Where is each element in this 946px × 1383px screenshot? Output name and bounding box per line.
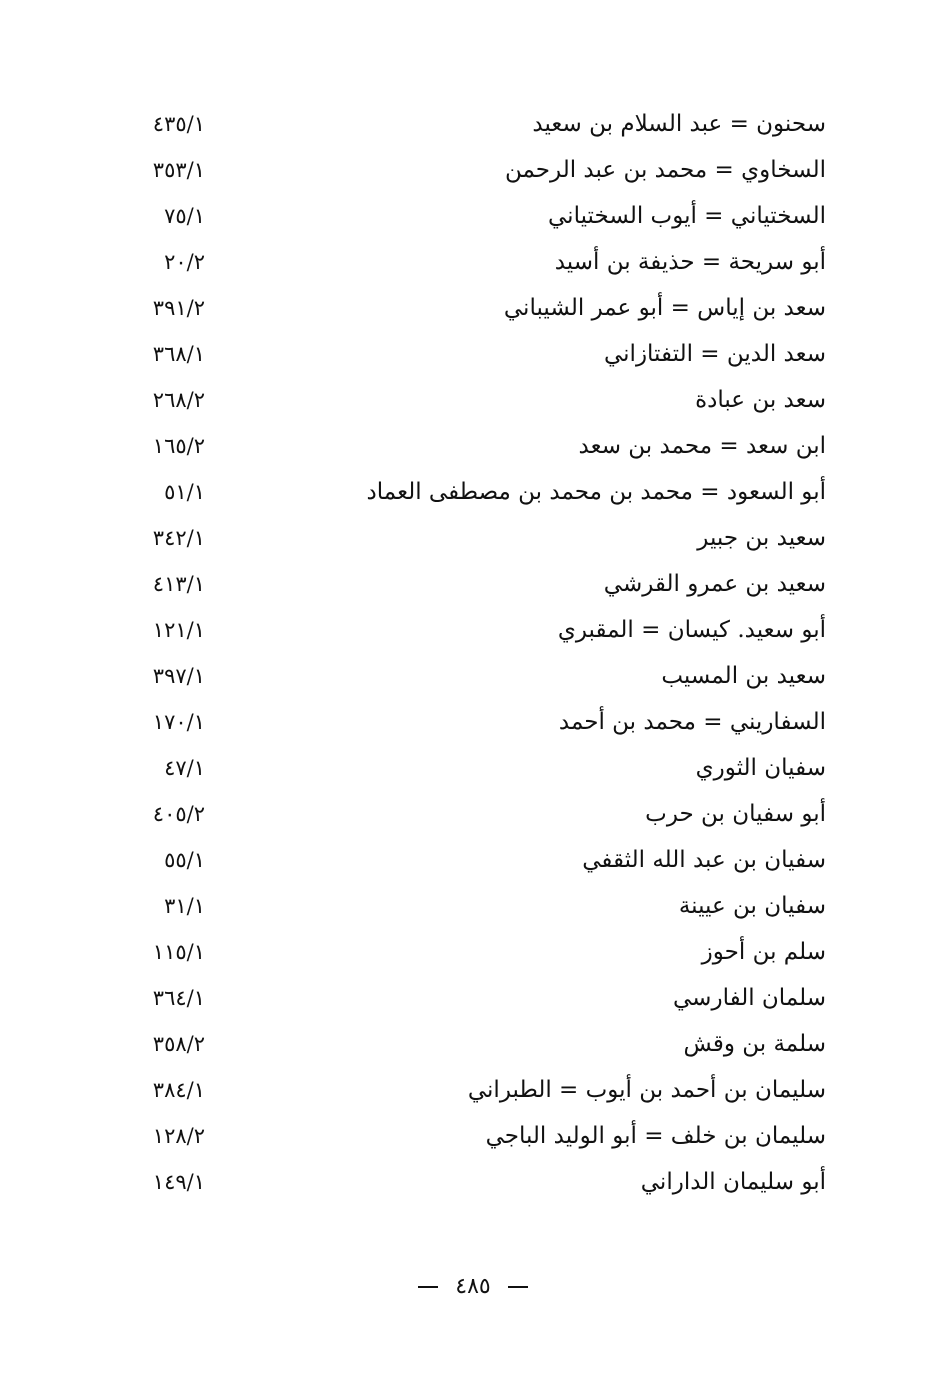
entry-page-ref: ١٤٩/١: [152, 1170, 205, 1194]
entry-name: سعيد بن جبير: [697, 525, 826, 551]
entry-name: السخاوي = محمد بن عبد الرحمن: [504, 157, 826, 183]
entry-name: سعد بن عبادة: [695, 387, 826, 413]
index-entry: [120, 745, 830, 791]
entry-name: سحنون = عبد السلام بن سعيد: [532, 111, 826, 137]
index-entry: [120, 1113, 830, 1159]
index-entry: [120, 975, 830, 1021]
entry-name: أبو سريحة = حذيفة بن أسيد: [554, 249, 826, 275]
page-footer: [0, 1270, 946, 1304]
entry-name: أبو سليمان الداراني: [640, 1169, 826, 1195]
entry-page-ref: ٢٠/٢: [164, 250, 205, 274]
entry-page-ref: ١٢١/١: [152, 618, 205, 642]
entry-page-ref: ٤٠٥/٢: [152, 802, 205, 826]
index-entry: [120, 561, 830, 607]
entry-name: السختياني = أيوب السختياني: [548, 203, 826, 229]
index-entry: [120, 515, 830, 561]
index-entry: [120, 653, 830, 699]
index-entry: [120, 699, 830, 745]
entry-name: أبو السعود = محمد بن محمد بن مصطفى العماد: [366, 479, 826, 505]
entry-page-ref: ١٦٥/٢: [152, 434, 205, 458]
entry-page-ref: ٤١٣/١: [152, 572, 205, 596]
entry-page-ref: ٥٥/١: [164, 848, 205, 872]
entry-name: سعيد بن عمرو القرشي: [603, 571, 826, 597]
index-entry: [120, 377, 830, 423]
index-entry: [120, 1021, 830, 1067]
entry-page-ref: ٧٥/١: [164, 204, 205, 228]
entry-name: سفيان الثوري: [695, 755, 826, 781]
index-entry: [120, 239, 830, 285]
entry-name: سلم بن أحوز: [701, 939, 826, 965]
index-entry: [120, 1159, 830, 1205]
entry-name: سعد بن إياس = أبو عمر الشيباني: [503, 295, 826, 321]
entry-page-ref: ٣٦٤/١: [152, 986, 205, 1010]
entry-name: سليمان بن خلف = أبو الوليد الباجي: [485, 1123, 826, 1149]
index-entry: [120, 469, 830, 515]
index-entry: [120, 423, 830, 469]
entry-name: ابن سعد = محمد بن سعد: [578, 433, 826, 459]
entry-page-ref: ٣٤٢/١: [152, 526, 205, 550]
entry-name: السفاريني = محمد بن أحمد: [558, 709, 826, 735]
index-entry: [120, 101, 830, 147]
footer-dash-right: [508, 1286, 528, 1288]
entry-name: سعيد بن المسيب: [661, 663, 826, 689]
entry-name: أبو سعيد. كيسان = المقبري: [557, 617, 826, 643]
index-entry: [120, 331, 830, 377]
entry-page-ref: ٣٩٧/١: [152, 664, 205, 688]
entry-page-ref: ٣٩١/٢: [152, 296, 205, 320]
index-entry: [120, 193, 830, 239]
entry-page-ref: ١١٥/١: [152, 940, 205, 964]
entry-page-ref: ١٢٨/٢: [152, 1124, 205, 1148]
entry-name: أبو سفيان بن حرب: [645, 801, 826, 827]
entry-page-ref: ٢٦٨/٢: [152, 388, 205, 412]
index-entry: [120, 837, 830, 883]
entry-name: سلمة بن وقش: [683, 1031, 826, 1057]
entry-page-ref: ٤٣٥/١: [152, 112, 205, 136]
page-number: ٤٨٥: [455, 1274, 491, 1299]
index-entry: [120, 285, 830, 331]
entry-name: سفيان بن عبد الله الثقفي: [582, 847, 826, 873]
index-entry: [120, 791, 830, 837]
index-entry: [120, 883, 830, 929]
entry-name: سعد الدين = التفتازاني: [603, 341, 826, 367]
entry-page-ref: ٣٥٣/١: [152, 158, 205, 182]
index-entry: [120, 929, 830, 975]
entry-name: سلمان الفارسي: [673, 985, 826, 1011]
entry-page-ref: ١٧٠/١: [152, 710, 205, 734]
entry-name: سفيان بن عيينة: [678, 893, 826, 919]
entry-page-ref: ٣٦٨/١: [152, 342, 205, 366]
entry-name: سليمان بن أحمد بن أيوب = الطبراني: [467, 1077, 826, 1103]
index-list: [120, 101, 830, 1205]
entry-page-ref: ٣١/١: [164, 894, 205, 918]
entry-page-ref: ٥١/١: [164, 480, 205, 504]
entry-page-ref: ٣٥٨/٢: [152, 1032, 205, 1056]
index-entry: [120, 147, 830, 193]
entry-page-ref: ٤٧/١: [164, 756, 205, 780]
entry-page-ref: ٣٨٤/١: [152, 1078, 205, 1102]
footer-dash-left: [418, 1286, 438, 1288]
index-entry: [120, 607, 830, 653]
index-entry: [120, 1067, 830, 1113]
